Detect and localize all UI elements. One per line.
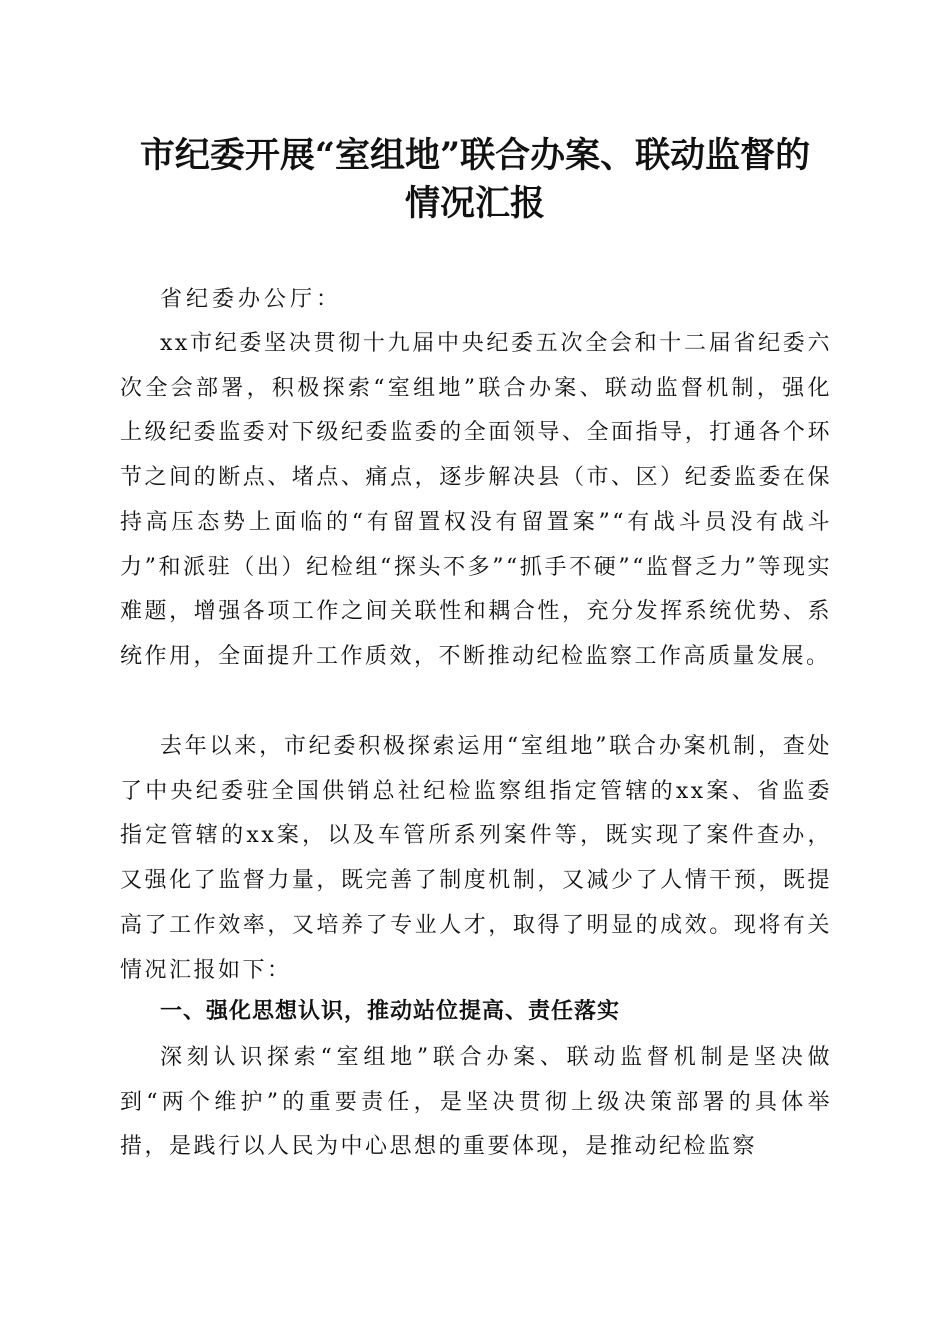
paragraph-section-1: 深刻认识探索“室组地”联合办案、联动监督机制是坚决做到“两个维护”的重要责任，是坚决贯彻上级决策部署的具体举措，是践行以人民为中心思想的重要体现，是推动纪检监察 [120,1045,832,1160]
document-title [110,132,840,228]
paragraph-overview: 去年以来，市纪委积极探索运用“室组地”联合办案机制，查处了中央纪委驻全国供销总社纪检监察组指定管辖的xx案、省监委指定管辖的xx案，以及车管所系列案件等，既实现了案件查办，又强化了监督力量，既完善了制度机制，又减少了人情干预，既提高了工作效率，又培养了专业人才，取得了明显的成效。现将有关情况汇报如下： [120,734,832,983]
section-heading-1: 一、强化思想认识，推动站位提高、责任落实 [160,999,621,1024]
title-line-2: 情况汇报 [404,183,545,224]
paragraph-intro: xx市纪委坚决贯彻十九届中央纪委五次全会和十二届省纪委六次全会部署，积极探索“室组地”联合办案、联动监督机制，强化上级纪委监委对下级纪委监委的全面领导、全面指导，打通各个环节之间的断点、堵点、痛点，逐步解决县（市、区）纪委监委在保持高压态势上面临的“有留置权没有留置案”“有战斗员没有战斗力”和派驻（出）纪检组“探头不多”“抓手不硬”“监督乏力”等现实难题，增强各项工作之间关联性和耦合性，充分发挥系统优势、系统作用，全面提升工作质效，不断推动纪检监察工作高质量发展。 [120,331,832,669]
salutation: 省纪委办公厅： [160,287,343,312]
title-line-1: 市纪委开展“室组地”联合办案、联动监督的 [139,135,811,176]
